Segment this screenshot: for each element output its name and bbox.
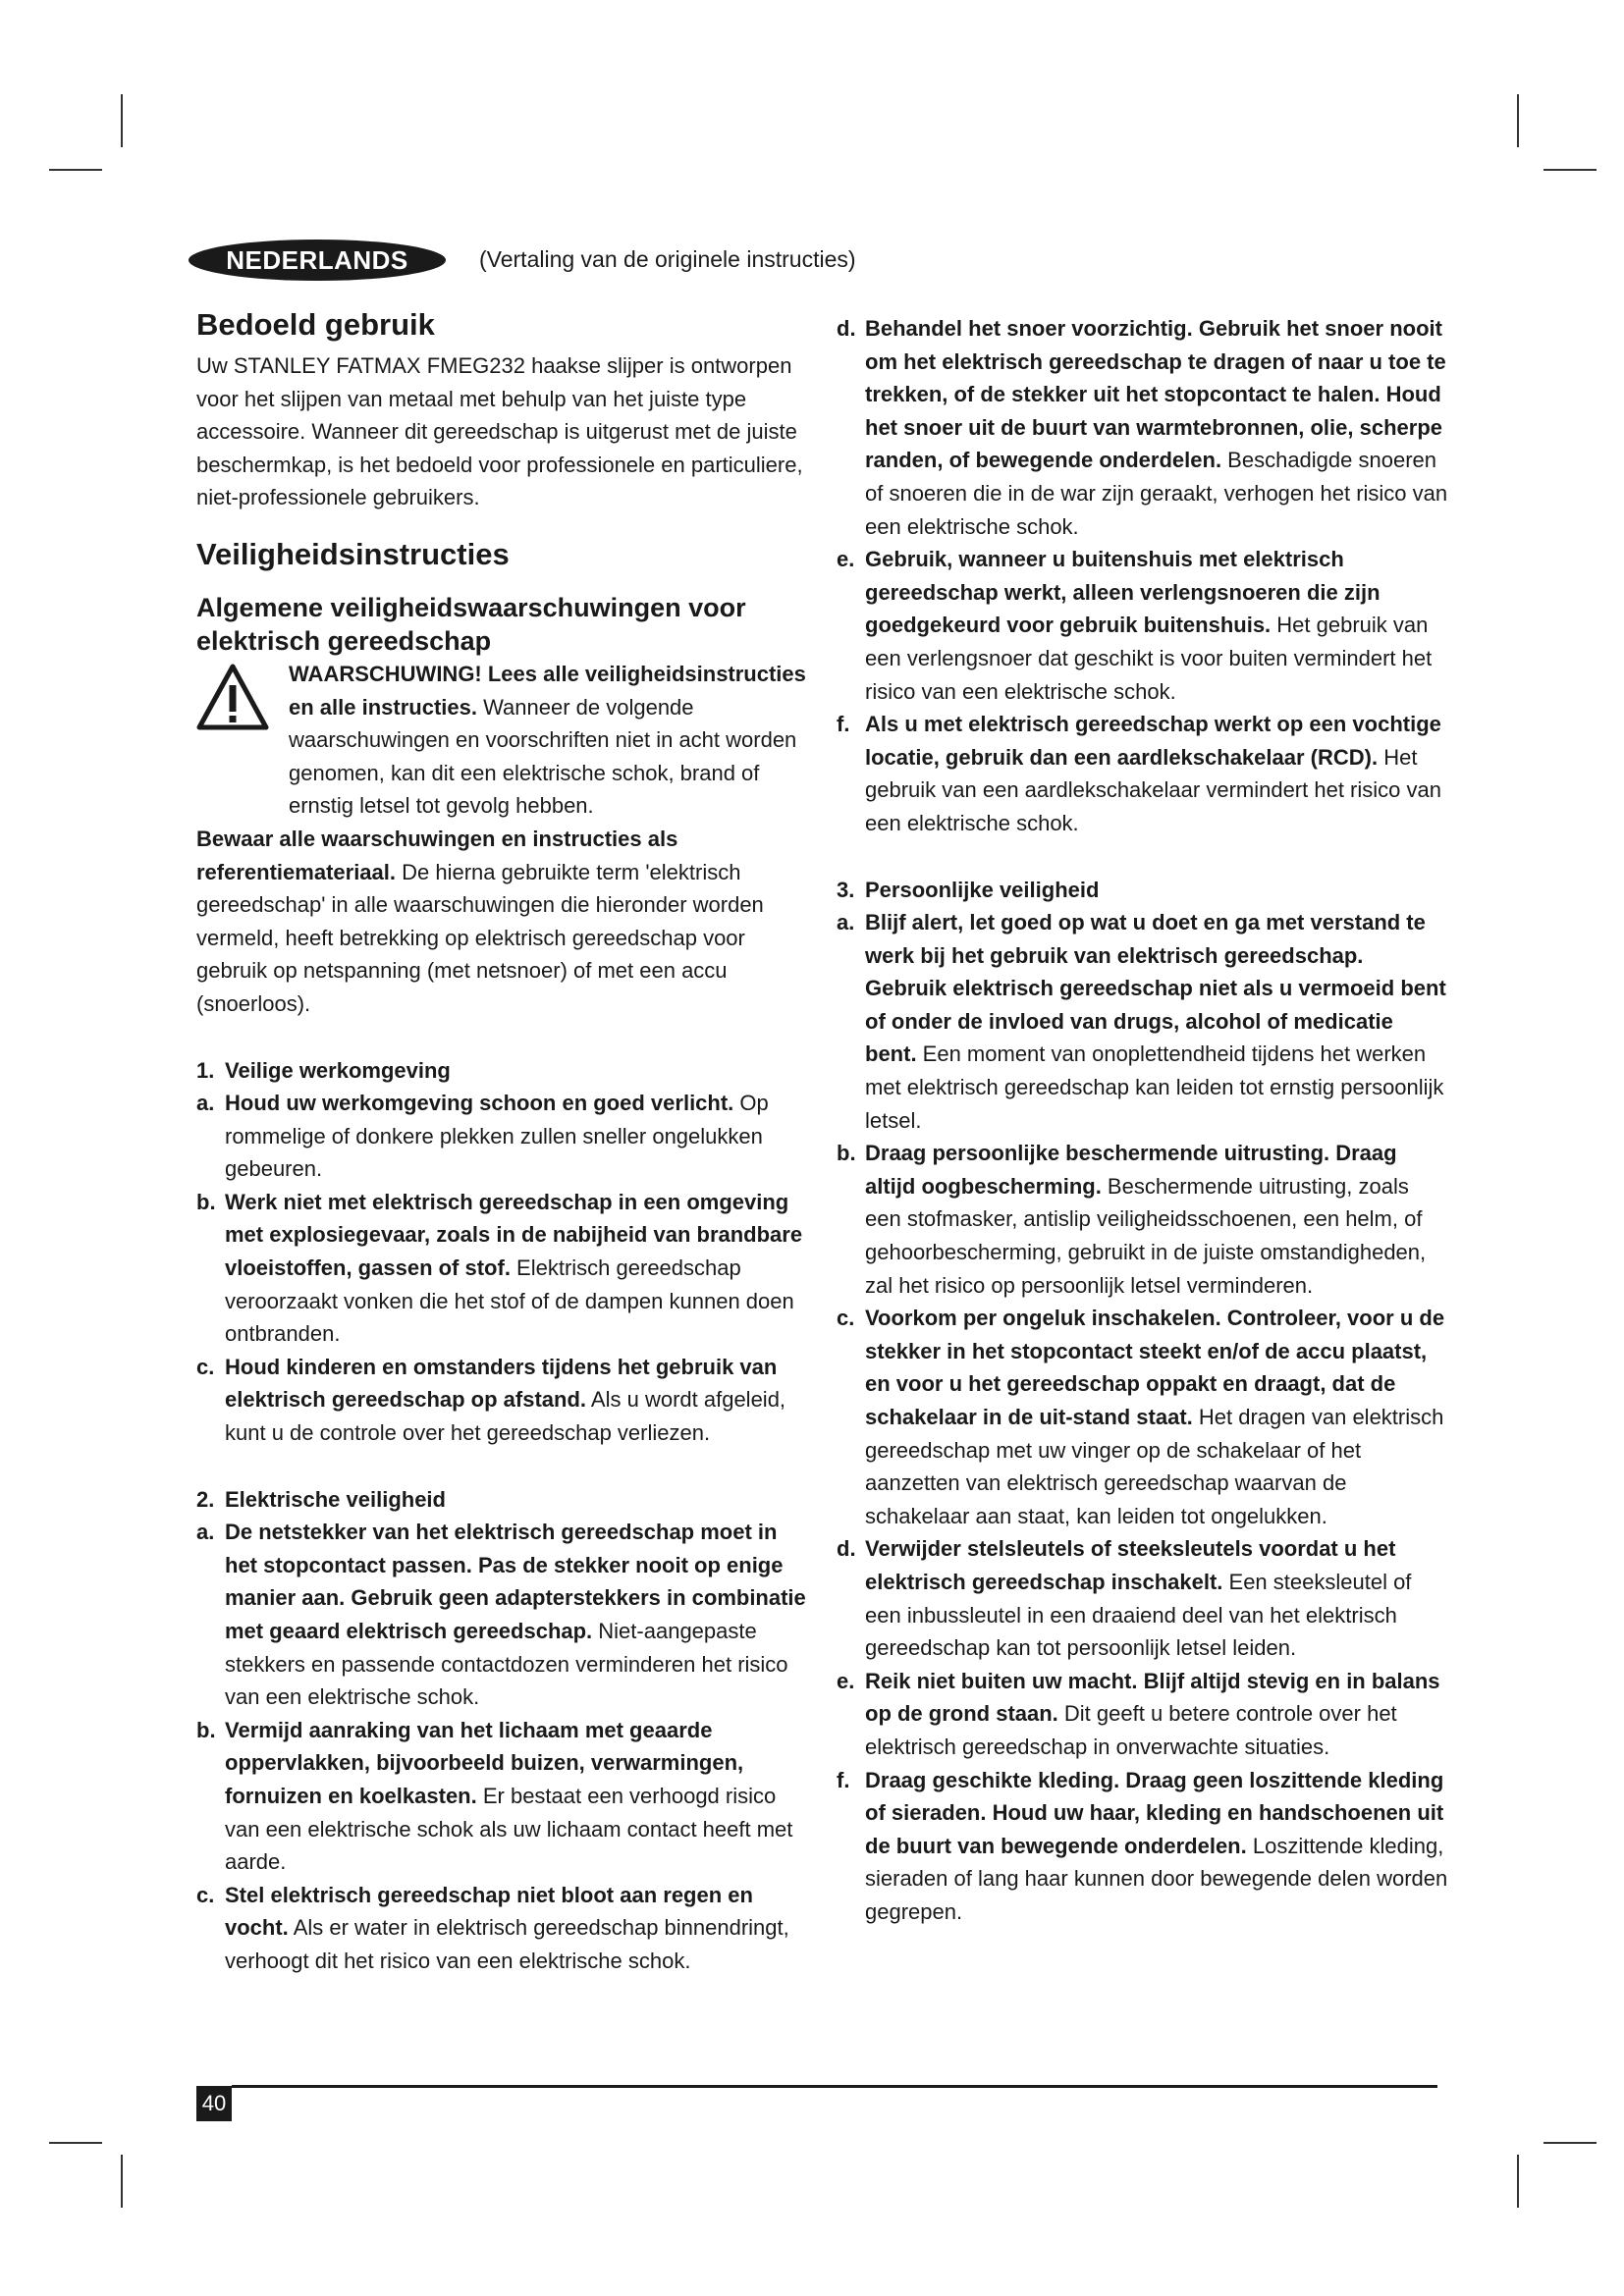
crop-mark	[1543, 2142, 1597, 2144]
list-item: b. Vermijd aanraking van het lichaam met geaarde oppervlakken, bijvoorbeeld buizen, verwarmingen, fornuizen en koelkasten. Er bestaat een verhoogd risico van een elektrische schok als uw lichaam contact heeft met aarde.	[196, 1717, 793, 1875]
list-item: a. Blijf alert, let goed op wat u doet en ga met verstand te werk bij het gebruik van elektrisch gereedschap. Gebruik elektrisch gereedschap niet als u vermoeid bent of onder de invloed van drugs, alcohol of medicatie bent. Een moment van onoplettendheid tijdens het werken met elektrisch gereedschap kan leiden tot ernstig persoonlijk letsel.	[837, 910, 1446, 1133]
list-item: d. Behandel het snoer voorzichtig. Gebruik het snoer nooit om het elektrisch gereedschap te dragen of naar u toe te trekken, of de stekker uit het stopcontact te halen. Houd het snoer uit de buurt van warmtebronnen, olie, scherpe randen, of bewegende onderdelen. Beschadigde snoeren of snoeren die in de war zijn geraakt, verhogen het risico van een elektrische schok.	[837, 316, 1448, 539]
right-column	[837, 312, 1450, 1929]
intended-use-heading: Bedoeld gebruik	[196, 307, 435, 342]
list-item: a. Houd uw werkomgeving schoon en goed verlicht. Op rommelige of donkere plekken zullen sneller ongelukken gebeuren.	[196, 1091, 769, 1182]
keep-instructions-text	[196, 823, 815, 1021]
translation-note: (Vertaling van de originele instructies)	[479, 246, 856, 272]
list-item: e. Gebruik, wanneer u buitenshuis met elektrisch gereedschap werkt, alleen verlengsnoeren die zijn goedgekeurd voor gebruik buitenshuis. Het gebruik van een verlengsnoer dat geschikt is voor buiten vermindert het risico van een elektrische schok.	[837, 547, 1433, 704]
section-3-title: 3. Persoonlijke veiligheid	[837, 877, 1100, 902]
list-item: c. Voorkom per ongeluk inschakelen. Controleer, voor u de stekker in het stopcontact steekt en/of de accu plaatst, en voor u het gereedschap oppakt en draagt, dat de schakelaar in de uit-stand staat. Het dragen van elektrisch gereedschap met uw vinger op de schakelaar of het aanzetten van elektrisch gereedschap waarvan de schakelaar aan staat, kan leiden tot ongelukken.	[837, 1306, 1445, 1528]
crop-mark	[1517, 2155, 1519, 2208]
list-item: d. Verwijder stelsleutels of steeksleutels voordat u het elektrisch gereedschap inschakelt. Een steeksleutel of een inbussleutel in een draaiend deel van het elektrisch gereedschap kan tot persoonlijk letsel leiden.	[837, 1536, 1412, 1661]
warning-triangle-icon	[196, 664, 269, 730]
list-item: c. Houd kinderen en omstanders tijdens het gebruik van elektrisch gereedschap op afstand. Als u wordt afgeleid, kunt u de controle over het gereedschap verliezen.	[196, 1354, 786, 1446]
crop-mark	[121, 2155, 123, 2208]
section-1-title: 1. Veilige werkomgeving	[196, 1057, 451, 1083]
list-item: c. Stel elektrisch gereedschap niet bloot aan regen en vocht. Als er water in elektrisch gereedschap binnendringt, verhoogt dit het risico van een elektrische schok.	[196, 1882, 789, 1973]
page-number: 40	[196, 2086, 232, 2121]
crop-mark	[49, 2142, 102, 2144]
language-badge: NEDERLANDS	[189, 240, 446, 281]
footer-rule	[232, 2085, 1437, 2088]
list-item: f. Draag geschikte kleding. Draag geen loszittende kleding of sieraden. Houd uw haar, kleding en handschoenen uit de buurt van bewegende onderdelen. Loszittende kleding, sieraden of lang haar kunnen door bewegende delen worden gegrepen.	[837, 1767, 1448, 1924]
left-column	[196, 306, 815, 1978]
crop-mark	[1543, 169, 1597, 171]
list-item: a. De netstekker van het elektrisch gereedschap moet in het stopcontact passen. Pas de stekker nooit op enige manier aan. Gebruik geen adapterstekkers in combinatie met geaard elektrisch gereedschap. Niet-aangepaste stekkers en passende contactdozen verminderen het risico van een elektrische schok.	[196, 1520, 806, 1710]
intended-use-text: Uw STANLEY FATMAX FMEG232 haakse slijper is ontworpen voor het slijpen van metaal met behulp van het juiste type accessoire. Wanneer dit gereedschap is uitgerust met de juiste beschermkap, is het bedoeld voor professionele en particuliere, niet-professionele gebruikers.	[196, 353, 803, 510]
crop-mark	[121, 94, 123, 147]
crop-mark	[49, 169, 102, 171]
general-warnings-heading: Algemene veiligheidswaarschuwingen voor elektrisch gereedschap	[196, 592, 746, 656]
crop-mark	[1517, 94, 1519, 147]
warning-body: Wanneer de volgende waarschuwingen en voorschriften niet in acht worden genomen, kan dit een elektrische schok, brand of ernstig letsel tot gevolg hebben.	[289, 694, 797, 819]
list-item: b. Werk niet met elektrisch gereedschap in een omgeving met explosiegevaar, zoals in de nabijheid van brandbare vloeistoffen, gassen of stof. Elektrisch gereedschap veroorzaakt vonken die het stof of de dampen kunnen doen ontbranden.	[196, 1189, 803, 1347]
warning-text	[196, 658, 815, 823]
warning-bold: WAARSCHUWING! Lees alle veiligheidsinstructies en alle instructies.	[289, 661, 806, 720]
list-item: e. Reik niet buiten uw macht. Blijf altijd stevig en in balans op de grond staan. Dit geeft u betere controle over het elektrisch gereedschap in onverwachte situaties.	[837, 1668, 1440, 1759]
list-item: f. Als u met elektrisch gereedschap werkt op een vochtige locatie, gebruik dan een aardlekschakelaar (RCD). Het gebruik van een aardlekschakelaar vermindert het risico van een elektrische schok.	[837, 712, 1441, 835]
list-item: b. Draag persoonlijke beschermende uitrusting. Draag altijd oogbescherming. Beschermende uitrusting, zoals een stofmasker, antislip veiligheidsschoenen, een helm, of gehoorbescherming, gebruikt in de juiste omstandigheden, zal het risico op persoonlijk letsel verminderen.	[837, 1141, 1427, 1298]
keep-bold: Bewaar alle waarschuwingen en instructies als referentiemateriaal.	[196, 826, 678, 884]
keep-body: De hierna gebruikte term 'elektrisch gereedschap' in alle waarschuwingen die hieronder worden vermeld, heeft betrekking op elektrisch gereedschap voor gebruik op netspanning (met netsnoer) of met een accu (snoerloos).	[196, 859, 764, 1016]
warning-block	[196, 658, 815, 823]
section-2-title: 2. Elektrische veiligheid	[196, 1486, 446, 1512]
safety-heading: Veiligheidsinstructies	[196, 536, 510, 571]
